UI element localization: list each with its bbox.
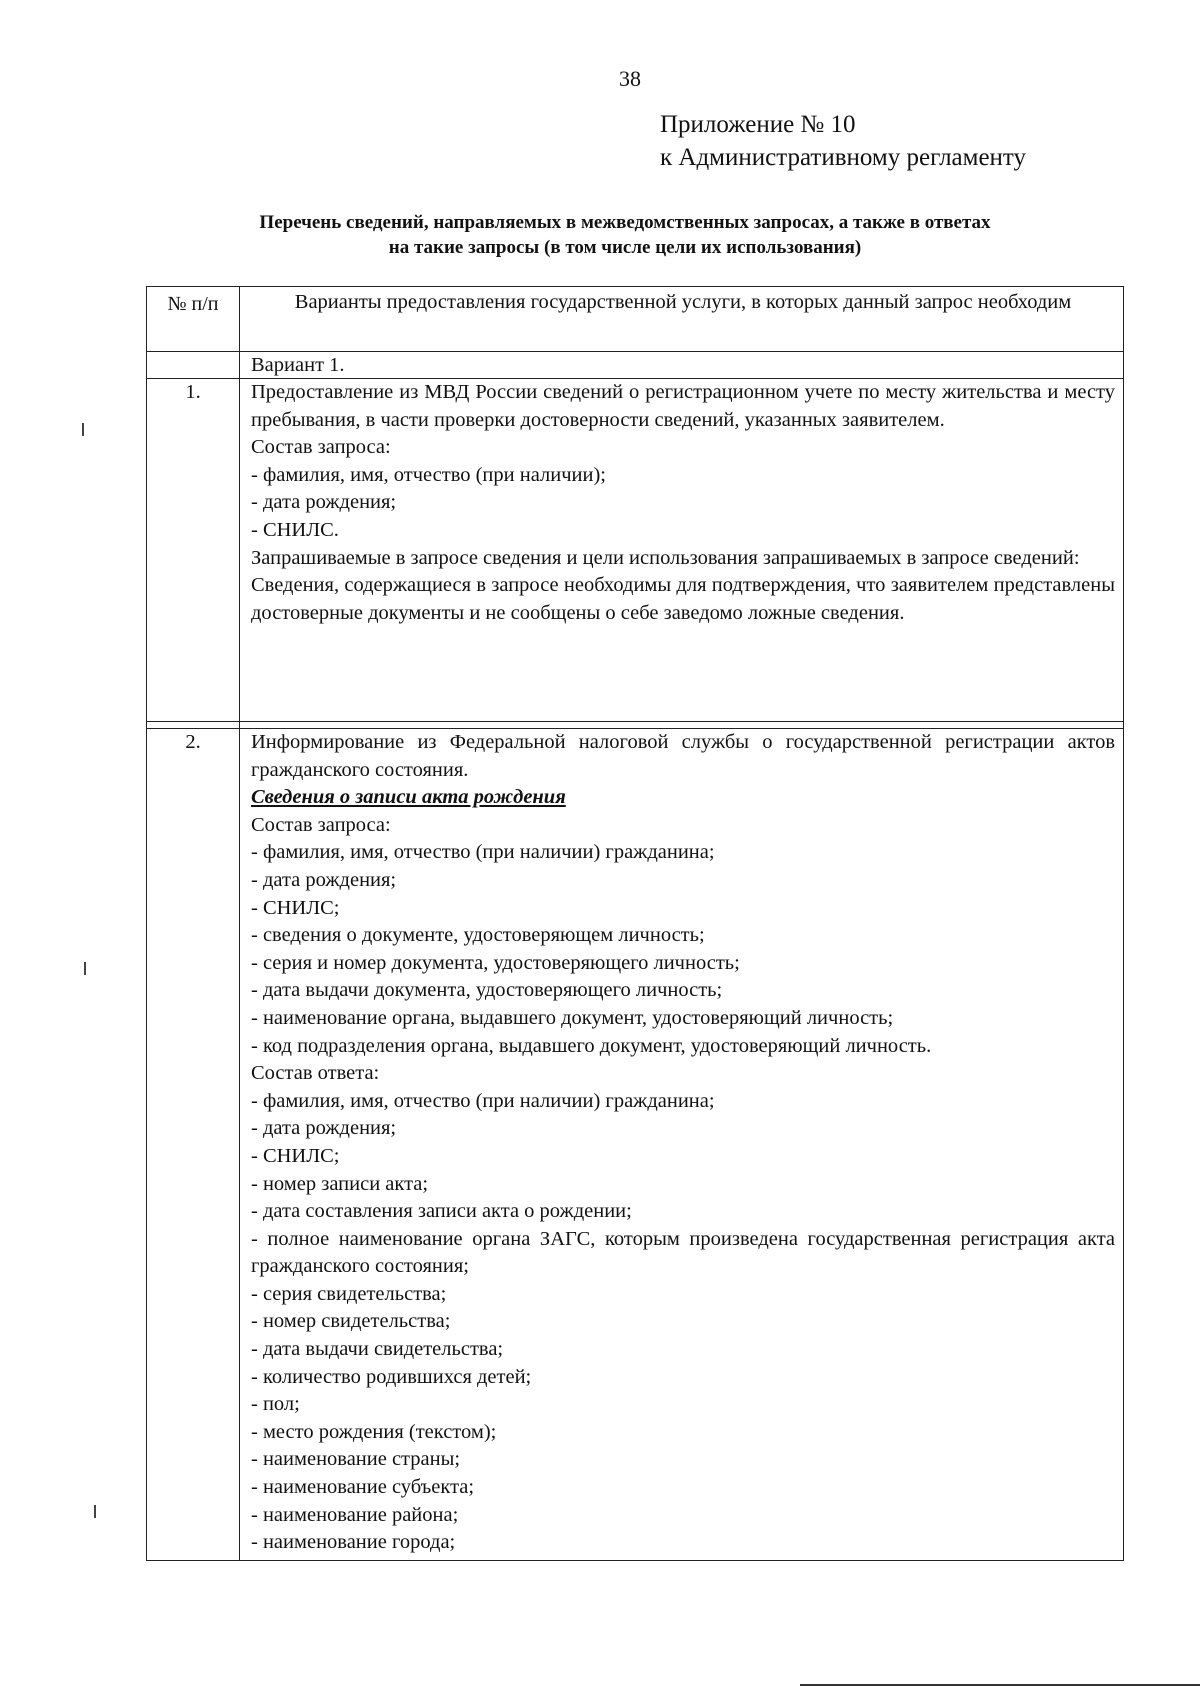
list-item: - наименование города; (251, 1531, 456, 1554)
page-number: 38 (619, 66, 641, 91)
list-item: - сведения о документе, удостоверяющем личность; (251, 924, 705, 947)
variant-label: Вариант 1. (240, 352, 1124, 379)
request-list (251, 839, 1115, 1060)
list-item: - наименование страны; (251, 1448, 461, 1471)
list-item: - серия свидетельства; (251, 1282, 447, 1305)
heading-line-2: на такие запросы (в том числе цели их использования) (388, 237, 862, 258)
header-text-cell: Варианты предоставления государственной услуги, в которых данный запрос необходим (240, 287, 1124, 352)
list-item: - дата составления записи акта о рождении; (251, 1200, 632, 1223)
scan-margin-mark (94, 1505, 96, 1518)
scan-margin-mark (82, 423, 84, 436)
list-item: - серия и номер документа, удостоверяющего личность; (251, 951, 740, 974)
row-content (240, 379, 1124, 722)
response-title: Состав ответа: (251, 1062, 380, 1085)
list-item: - дата выдачи документа, удостоверяющего личность; (251, 979, 723, 1002)
header-number-cell: № п/п (147, 287, 240, 352)
list-item: - номер свидетельства; (251, 1310, 451, 1333)
table-header-row (147, 287, 1124, 352)
list-item: - наименование органа, выдавшего документ, удостоверяющий личность; (251, 1006, 894, 1029)
appendix-line-1: Приложение № 10 (660, 111, 856, 138)
response-list (251, 1088, 1115, 1557)
list-item: - фамилия, имя, отчество (при наличии) гражданина; (251, 841, 715, 864)
list-item: - дата выдачи свидетельства; (251, 1338, 504, 1361)
appendix-reference (660, 108, 1026, 174)
list-item: - СНИЛС. (251, 518, 339, 541)
list-item: - номер записи акта; (251, 1172, 429, 1195)
list-item: - СНИЛС; (251, 896, 340, 919)
purpose-text: Сведения, содержащиеся в запросе необходимы для подтверждения, что заявителем представлены достоверные документы и не сообщены о себе заведомо ложные сведения. (251, 574, 1115, 624)
row-intro: Информирование из Федеральной налоговой службы о государственной регистрации актов гражданского состояния. (251, 731, 1115, 781)
list-item: - дата рождения; (251, 1117, 397, 1140)
table-row (147, 379, 1124, 722)
row-number: 2. (147, 729, 240, 1561)
row-intro: Предоставление из МВД России сведений о регистрационном учете по месту жительства и месту пребывания, в части проверки достоверности сведений, указанных заявителем. (251, 381, 1115, 431)
list-item: - дата рождения; (251, 868, 397, 891)
list-item: - наименование субъекта; (251, 1476, 475, 1499)
list-item: - полное наименование органа ЗАГС, которым произведена государственная регистрация акта гражданского состояния; (251, 1227, 1115, 1278)
requests-table (146, 286, 1124, 1561)
heading-line-1: Перечень сведений, направляемых в межведомственных запросах, а также в ответах (259, 212, 991, 233)
request-title: Состав запроса: (251, 813, 391, 836)
document-heading (150, 210, 1100, 260)
list-item: - количество родившихся детей; (251, 1365, 532, 1388)
request-list (251, 462, 1115, 545)
purpose-title: Запрашиваемые в запросе сведения и цели использования запрашиваемых в запросе сведений: (251, 546, 1080, 569)
variant-row (147, 352, 1124, 379)
variant-number-cell (147, 352, 240, 379)
list-item: - пол; (251, 1393, 300, 1416)
list-item: - фамилия, имя, отчество (при наличии) гражданина; (251, 1089, 715, 1112)
table-row (147, 729, 1124, 1561)
list-item: - дата рождения; (251, 491, 397, 514)
scan-bottom-line (800, 1684, 1200, 1686)
request-title: Состав запроса: (251, 436, 391, 459)
gap-cell (240, 722, 1124, 729)
list-item: - код подразделения органа, выдавшего документ, удостоверяющий личность. (251, 1034, 932, 1057)
row-gap (147, 722, 1124, 729)
row-content (240, 729, 1124, 1561)
section-title: Сведения о записи акта рождения (251, 786, 566, 809)
list-item: - наименование района; (251, 1503, 459, 1526)
gap-cell (147, 722, 240, 729)
list-item: - место рождения (текстом); (251, 1420, 497, 1443)
list-item: - фамилия, имя, отчество (при наличии); (251, 463, 606, 486)
list-item: - СНИЛС; (251, 1144, 340, 1167)
row-number: 1. (147, 379, 240, 722)
appendix-line-2: к Административному регламенту (660, 144, 1027, 171)
scan-margin-mark (84, 962, 86, 975)
